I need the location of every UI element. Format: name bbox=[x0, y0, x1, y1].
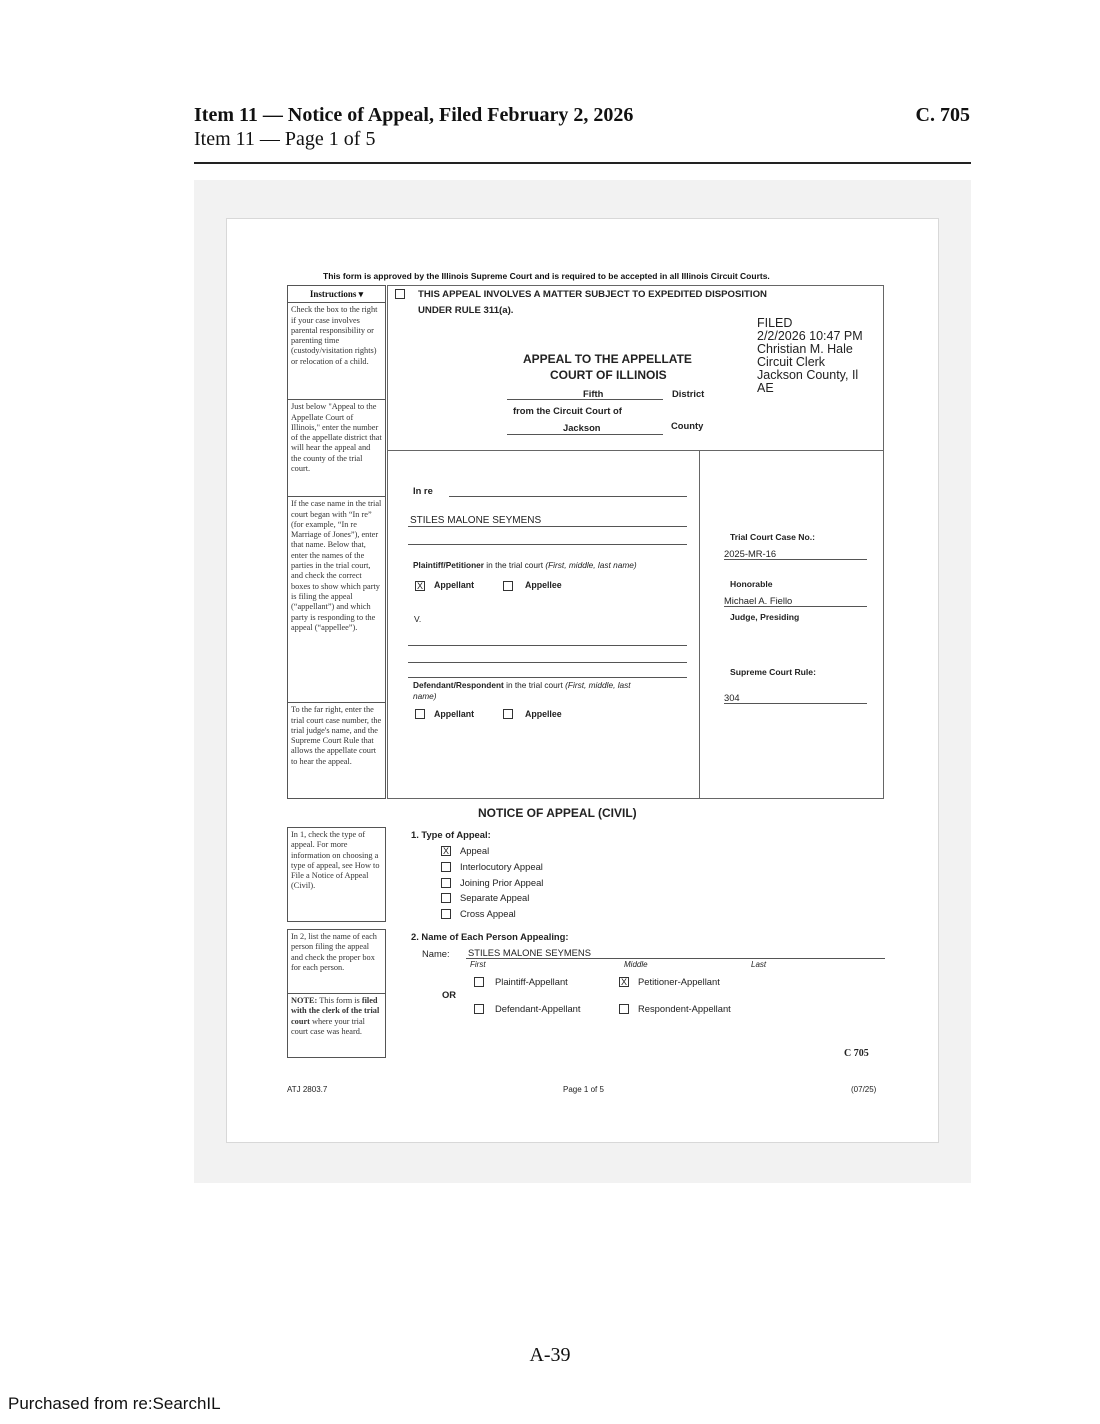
plaintiff-appellant-label: Appellant bbox=[434, 580, 475, 590]
respondent-appellant-checkbox[interactable] bbox=[619, 1004, 629, 1014]
versus-label: V. bbox=[414, 614, 422, 624]
expedited-line-1: THIS APPEAL INVOLVES A MATTER SUBJECT TO EXPEDITED DISPOSITION bbox=[418, 289, 767, 300]
last-name-caption: Last bbox=[751, 960, 767, 969]
plaintiff-appellee-checkbox[interactable] bbox=[503, 581, 513, 591]
from-circuit-label: from the Circuit Court of bbox=[513, 405, 622, 416]
form-revision: (07/25) bbox=[851, 1085, 877, 1094]
case-number: 2025-MR-16 bbox=[724, 548, 777, 559]
court-heading-line-2: COURT OF ILLINOIS bbox=[550, 368, 667, 382]
instruction-parties: If the case name in the trial court began with “In re” (for example, “In re Marriage of Jones”), enter that name. Below that, enter the names of the parties in the trial court, and check the correct boxes to show which party is filing the appeal (“appellant”) and which party is responding to the appeal (“appellee”). bbox=[288, 497, 385, 703]
name-label: Name: bbox=[422, 948, 450, 959]
case-number-label: Trial Court Case No.: bbox=[730, 532, 815, 542]
defendant-label: Defendant/Respondent in the trial court (First, middle, last bbox=[413, 680, 631, 690]
in-re-label: In re bbox=[413, 485, 433, 496]
instructions-column bbox=[287, 285, 386, 799]
instruction-district: Just below "Appeal to the Appellate Court of Illinois," enter the number of the appellate district that will hear the appeal and the county of the trial court. bbox=[288, 400, 385, 497]
first-name-caption: First bbox=[470, 960, 486, 969]
district-value: Fifth bbox=[583, 388, 604, 399]
judge-name: Michael A. Fiello bbox=[724, 595, 793, 606]
type-joining-prior-label: Joining Prior Appeal bbox=[460, 877, 544, 888]
form-id: ATJ 2803.7 bbox=[287, 1085, 328, 1094]
type-cross-label: Cross Appeal bbox=[460, 908, 516, 919]
type-cross-checkbox[interactable] bbox=[441, 909, 451, 919]
defendant-appellant-checkbox[interactable] bbox=[415, 709, 425, 719]
form-sheet bbox=[226, 218, 939, 1143]
type-appeal-checkbox[interactable]: X bbox=[442, 846, 449, 856]
plaintiff-appellant-checkbox[interactable]: X bbox=[416, 581, 423, 591]
type-separate-checkbox[interactable] bbox=[441, 893, 451, 903]
type-interlocutory-checkbox[interactable] bbox=[441, 862, 451, 872]
item-title: Item 11 — Notice of Appeal, Filed February 2, 2026 bbox=[194, 104, 634, 126]
plaintiff-label: Plaintiff/Petitioner in the trial court (First, middle, last name) bbox=[413, 560, 637, 570]
supreme-court-rule: 304 bbox=[724, 692, 740, 703]
appellant-name: STILES MALONE SEYMENS bbox=[468, 947, 591, 958]
appendix-page-number: A-39 bbox=[529, 1344, 571, 1366]
expedited-checkbox[interactable] bbox=[395, 289, 405, 299]
defendant-appellee-label: Appellee bbox=[525, 709, 562, 719]
instructions-heading: Instructions ▾ bbox=[288, 286, 385, 303]
plaintiff-appellant-role-checkbox[interactable] bbox=[474, 977, 484, 987]
respondent-appellant-label: Respondent-Appellant bbox=[638, 1003, 731, 1014]
supreme-court-rule-label: Supreme Court Rule: bbox=[730, 667, 816, 677]
defendant-appellant-label: Appellant bbox=[434, 709, 475, 719]
record-cite: C. 705 bbox=[915, 104, 970, 126]
type-joining-prior-checkbox[interactable] bbox=[441, 878, 451, 888]
county-label: County bbox=[671, 420, 704, 431]
notice-title: NOTICE OF APPEAL (CIVIL) bbox=[478, 806, 637, 820]
petitioner-appellant-checkbox[interactable]: X bbox=[620, 977, 627, 987]
plaintiff-appellant-role-label: Plaintiff-Appellant bbox=[495, 976, 568, 987]
type-of-appeal-heading: 1. Type of Appeal: bbox=[411, 829, 491, 840]
court-heading-line-1: APPEAL TO THE APPELLATE bbox=[523, 352, 692, 366]
plaintiff-name: STILES MALONE SEYMENS bbox=[410, 515, 542, 526]
instruction-case-info: To the far right, enter the trial court case number, the trial judge's name, and the Supreme Court Rule that allows the appellate court to hear the appeal. bbox=[291, 705, 382, 766]
judge-presiding-label: Judge, Presiding bbox=[730, 612, 800, 622]
instruction-type-of-appeal: In 1, check the type of appeal. For more information on choosing a type of appeal, see How to File a Notice of Appeal (Civil). bbox=[291, 830, 380, 891]
honorable-label: Honorable bbox=[730, 579, 773, 589]
header-rule bbox=[194, 162, 971, 164]
defendant-appellant-role-checkbox[interactable] bbox=[474, 1004, 484, 1014]
instruction-expedited: Check the box to the right if your case involves parental responsibility or parenting time (custody/visitation rights) or relocation of a child. bbox=[288, 303, 385, 400]
instruction-names: In 2, list the name of each person filing the appeal and check the proper box for each person. bbox=[288, 930, 385, 994]
filed-stamp: FILED 2/2/2026 10:47 PM Christian M. Hale Circuit Clerk Jackson County, Il AE bbox=[757, 316, 863, 395]
form-page: Page 1 of 5 bbox=[563, 1085, 604, 1094]
appellants-heading: 2. Name of Each Person Appealing: bbox=[411, 931, 569, 942]
middle-name-caption: Middle bbox=[624, 960, 648, 969]
instruction-type-box bbox=[287, 827, 386, 922]
type-separate-label: Separate Appeal bbox=[460, 892, 530, 903]
exhibit-image bbox=[194, 180, 971, 1183]
defendant-appellant-role-label: Defendant-Appellant bbox=[495, 1003, 581, 1014]
purchase-watermark: Purchased from re:SearchIL bbox=[8, 1394, 221, 1413]
plaintiff-appellee-label: Appellee bbox=[525, 580, 562, 590]
approval-notice: This form is approved by the Illinois Supreme Court and is required to be accepted in all Illinois Circuit Courts. bbox=[323, 271, 770, 281]
petitioner-appellant-label: Petitioner-Appellant bbox=[638, 976, 720, 987]
expedited-line-2: UNDER RULE 311(a). bbox=[418, 305, 514, 316]
defendant-appellee-checkbox[interactable] bbox=[503, 709, 513, 719]
item-page-subtitle: Item 11 — Page 1 of 5 bbox=[194, 128, 376, 150]
type-appeal-label: Appeal bbox=[460, 845, 490, 856]
form-cite: C 705 bbox=[844, 1048, 869, 1059]
instruction-note: NOTE: This form is filed with the clerk of the trial court where your trial court case was heard. bbox=[291, 996, 380, 1036]
type-interlocutory-label: Interlocutory Appeal bbox=[460, 861, 543, 872]
county-value: Jackson bbox=[563, 422, 601, 433]
defendant-label-2: name) bbox=[413, 691, 437, 701]
or-label: OR bbox=[442, 989, 457, 1000]
instruction-name-box bbox=[287, 929, 386, 1058]
district-label: District bbox=[672, 388, 705, 399]
